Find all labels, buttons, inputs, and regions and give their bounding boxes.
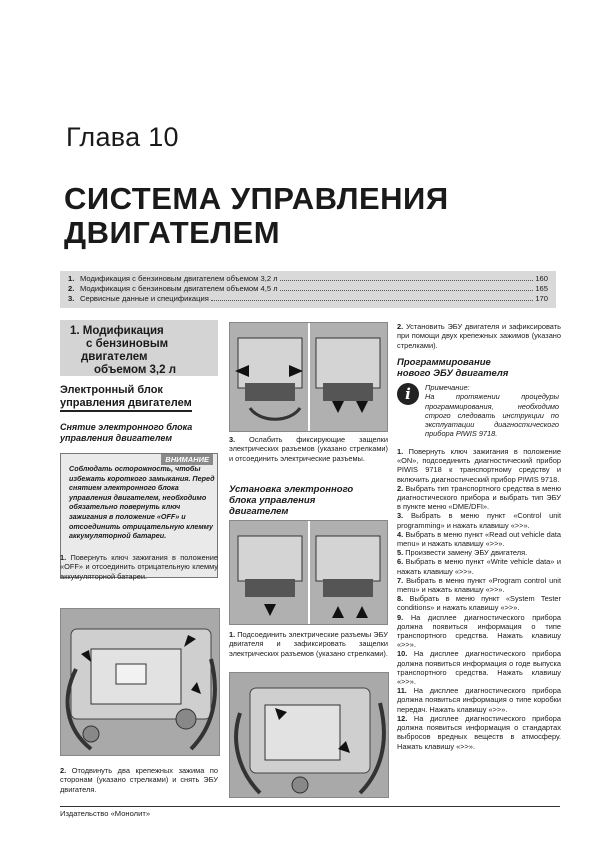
toc-page: 170 [535,294,548,303]
list-item: 12. На дисплее диагностического прибора должна появиться информация о стандартах выбросов вредных веществ в атмосферу. Нажать клавишу «>>». [397,713,561,751]
removal-heading [60,422,192,444]
section-heading-line: двигателем [81,351,148,363]
photo-connectors-install [229,520,388,625]
table-of-contents [60,271,556,308]
toc-text: Сервисные данные и спецификация [80,294,209,303]
removal-step-3-text: Ослабить фиксирующие защелки электрических разъемов (указано стрелками) и отсоединить электрические разъемы. [229,435,388,463]
toc-page: 165 [535,284,548,293]
toc-page: 160 [535,274,548,283]
section-heading-line: объемом 3,2 л [94,364,177,376]
connectors-photo [230,323,388,432]
toc-leader [211,300,534,301]
install-step-2-text: Установить ЭБУ двигателя и зафиксировать при помощи двух крепежных зажимов (указано стрелками). [397,322,561,350]
install-heading-line2: блока управления [229,495,316,506]
removal-step-1-text: Повернуть ключ зажигания в положение «OFF» и отсоединить отрицательную клемму аккумуляторной батареи. [60,553,218,581]
removal-step-2: 2. Отодвинуть два крепежных зажима по сторонам (указано стрелками) и снять ЭБУ двигателя. [60,766,218,794]
list-item: 4. Выбрать в меню пункт «Read out vehicle data menu» и нажать клавишу «>>». [397,529,561,549]
section-heading-line: с бензиновым [86,338,169,350]
toc-row[interactable] [68,284,548,294]
programming-heading [397,357,508,379]
ecu-heading-line2: управления двигателем [60,397,192,412]
section-heading-box [60,320,218,376]
section-heading-line: 1. Модификация [70,325,164,337]
programming-steps [397,447,561,751]
list-item: 1. Повернуть ключ зажигания в положение «ON», подсоединить диагностический прибор PIWIS 9718 к транспортному средству и включить диагностический прибор PIWIS 9718. [397,447,562,484]
photo-connectors-removal [229,322,388,432]
chapter-heading: Глава 10 [66,122,179,152]
toc-num: 1. [68,274,75,283]
toc-row[interactable] [68,294,548,304]
note-text [425,383,559,439]
list-item: 2. Выбрать тип транспортного средства в меню диагностического прибора и выбрать тип ЭБУ в пункте меню «DME/DFI». [397,483,561,512]
info-icon: i [397,383,419,405]
note-label: Примечание: [425,383,470,392]
note-body: На протяжении процедуры программирования, необходимо строго следовать инструкции по эксплуатации диагностического прибора PIWIS 9718. [425,392,559,439]
install-step-1-text: Подсоединить электрические разъемы ЭБУ двигателя и зафиксировать защелки электрических разъемов (указано стрелками). [229,630,388,658]
list-item: 3. Выбрать в меню пункт «Control unit programming» и нажать клавишу «>>». [397,511,562,530]
ecu-install-photo [230,673,389,798]
removal-step-2-text: Отодвинуть два крепежных зажима по сторонам (указано стрелками) и снять ЭБУ двигателя. [60,766,218,794]
toc-num: 2. [68,284,75,293]
connectors-install-photo [230,521,388,625]
chapter-title-line1: СИСТЕМА УПРАВЛЕНИЯ [64,181,449,216]
list-item: 6. Выбрать в меню пункт «Write vehicle data» и нажать клавишу «>>». [397,557,561,576]
list-item: 5. Произвести замену ЭБУ двигателя. [397,548,528,558]
warning-text: Соблюдать осторожность, чтобы избежать короткого замыкания. Перед снятием электронного блока управления двигателем, необходимо обязательно повернуть ключ зажигания в положение «OFF» и отсоединить отрицательную клемму аккумуляторной батареи. [69,464,215,541]
toc-text: Модификация с бензиновым двигателем объемом 4,5 л [80,284,278,293]
photo-ecu-clips [60,608,220,756]
toc-leader [280,290,534,291]
engine-bay-photo [61,609,220,756]
ecu-heading [60,384,192,412]
toc-num: 3. [68,294,75,303]
warning-tag: ВНИМАНИЕ [161,454,213,465]
install-step-1: 1. Подсоединить электрические разъемы ЭБУ двигателя и зафиксировать защелки электрических разъемов (указано стрелками). [229,630,388,658]
list-item: 7. Выбрать в меню пункт «Program control unit menu» и нажать клавишу «>>». [397,575,561,595]
list-item: 8. Выбрать в меню пункт «System Tester conditions» и нажать клавишу «>>». [397,594,562,613]
toc-row[interactable] [68,274,548,284]
removal-step-1: 1. Повернуть ключ зажигания в положение «OFF» и отсоединить отрицательную клемму аккумуляторной батареи. [60,553,218,581]
list-item: 10. На дисплее диагностического прибора должна появиться информация о годе выпуска транспортного средства. Нажать клавишу «>>». [397,649,561,687]
chapter-title [64,182,449,250]
removal-step-3: 3. Ослабить фиксирующие защелки электрических разъемов (указано стрелками) и отсоединить электрические разъемы. [229,435,388,463]
programming-heading-line1: Программирование [397,357,491,368]
chapter-title-line2: ДВИГАТЕЛЕМ [64,215,281,250]
programming-heading-line2: нового ЭБУ двигателя [397,368,509,379]
toc-text: Модификация с бензиновым двигателем объемом 3,2 л [80,274,278,283]
install-heading-line1: Установка электронного [229,484,354,495]
ecu-heading-line1: Электронный блок [60,384,163,396]
photo-ecu-install [229,672,389,798]
list-item: 9. На дисплее диагностического прибора должна появиться информация о типе транспортного средства. Нажать клавишу «>>». [397,612,561,650]
install-heading-line3: двигателем [229,506,289,517]
toc-leader [280,280,534,281]
removal-heading-line1: Снятие электронного блока [60,422,193,432]
install-step-2: 2. Установить ЭБУ двигателя и зафиксировать при помощи двух крепежных зажимов (указано стрелками). [397,322,561,350]
removal-heading-line2: управления двигателем [60,433,172,443]
page-footer: Издательство «Монолит» [60,806,560,818]
install-heading [229,484,353,517]
list-item: 11. На дисплее диагностического прибора должна появиться информация о типе коробки передач. Нажать клавишу «>>». [397,686,561,714]
